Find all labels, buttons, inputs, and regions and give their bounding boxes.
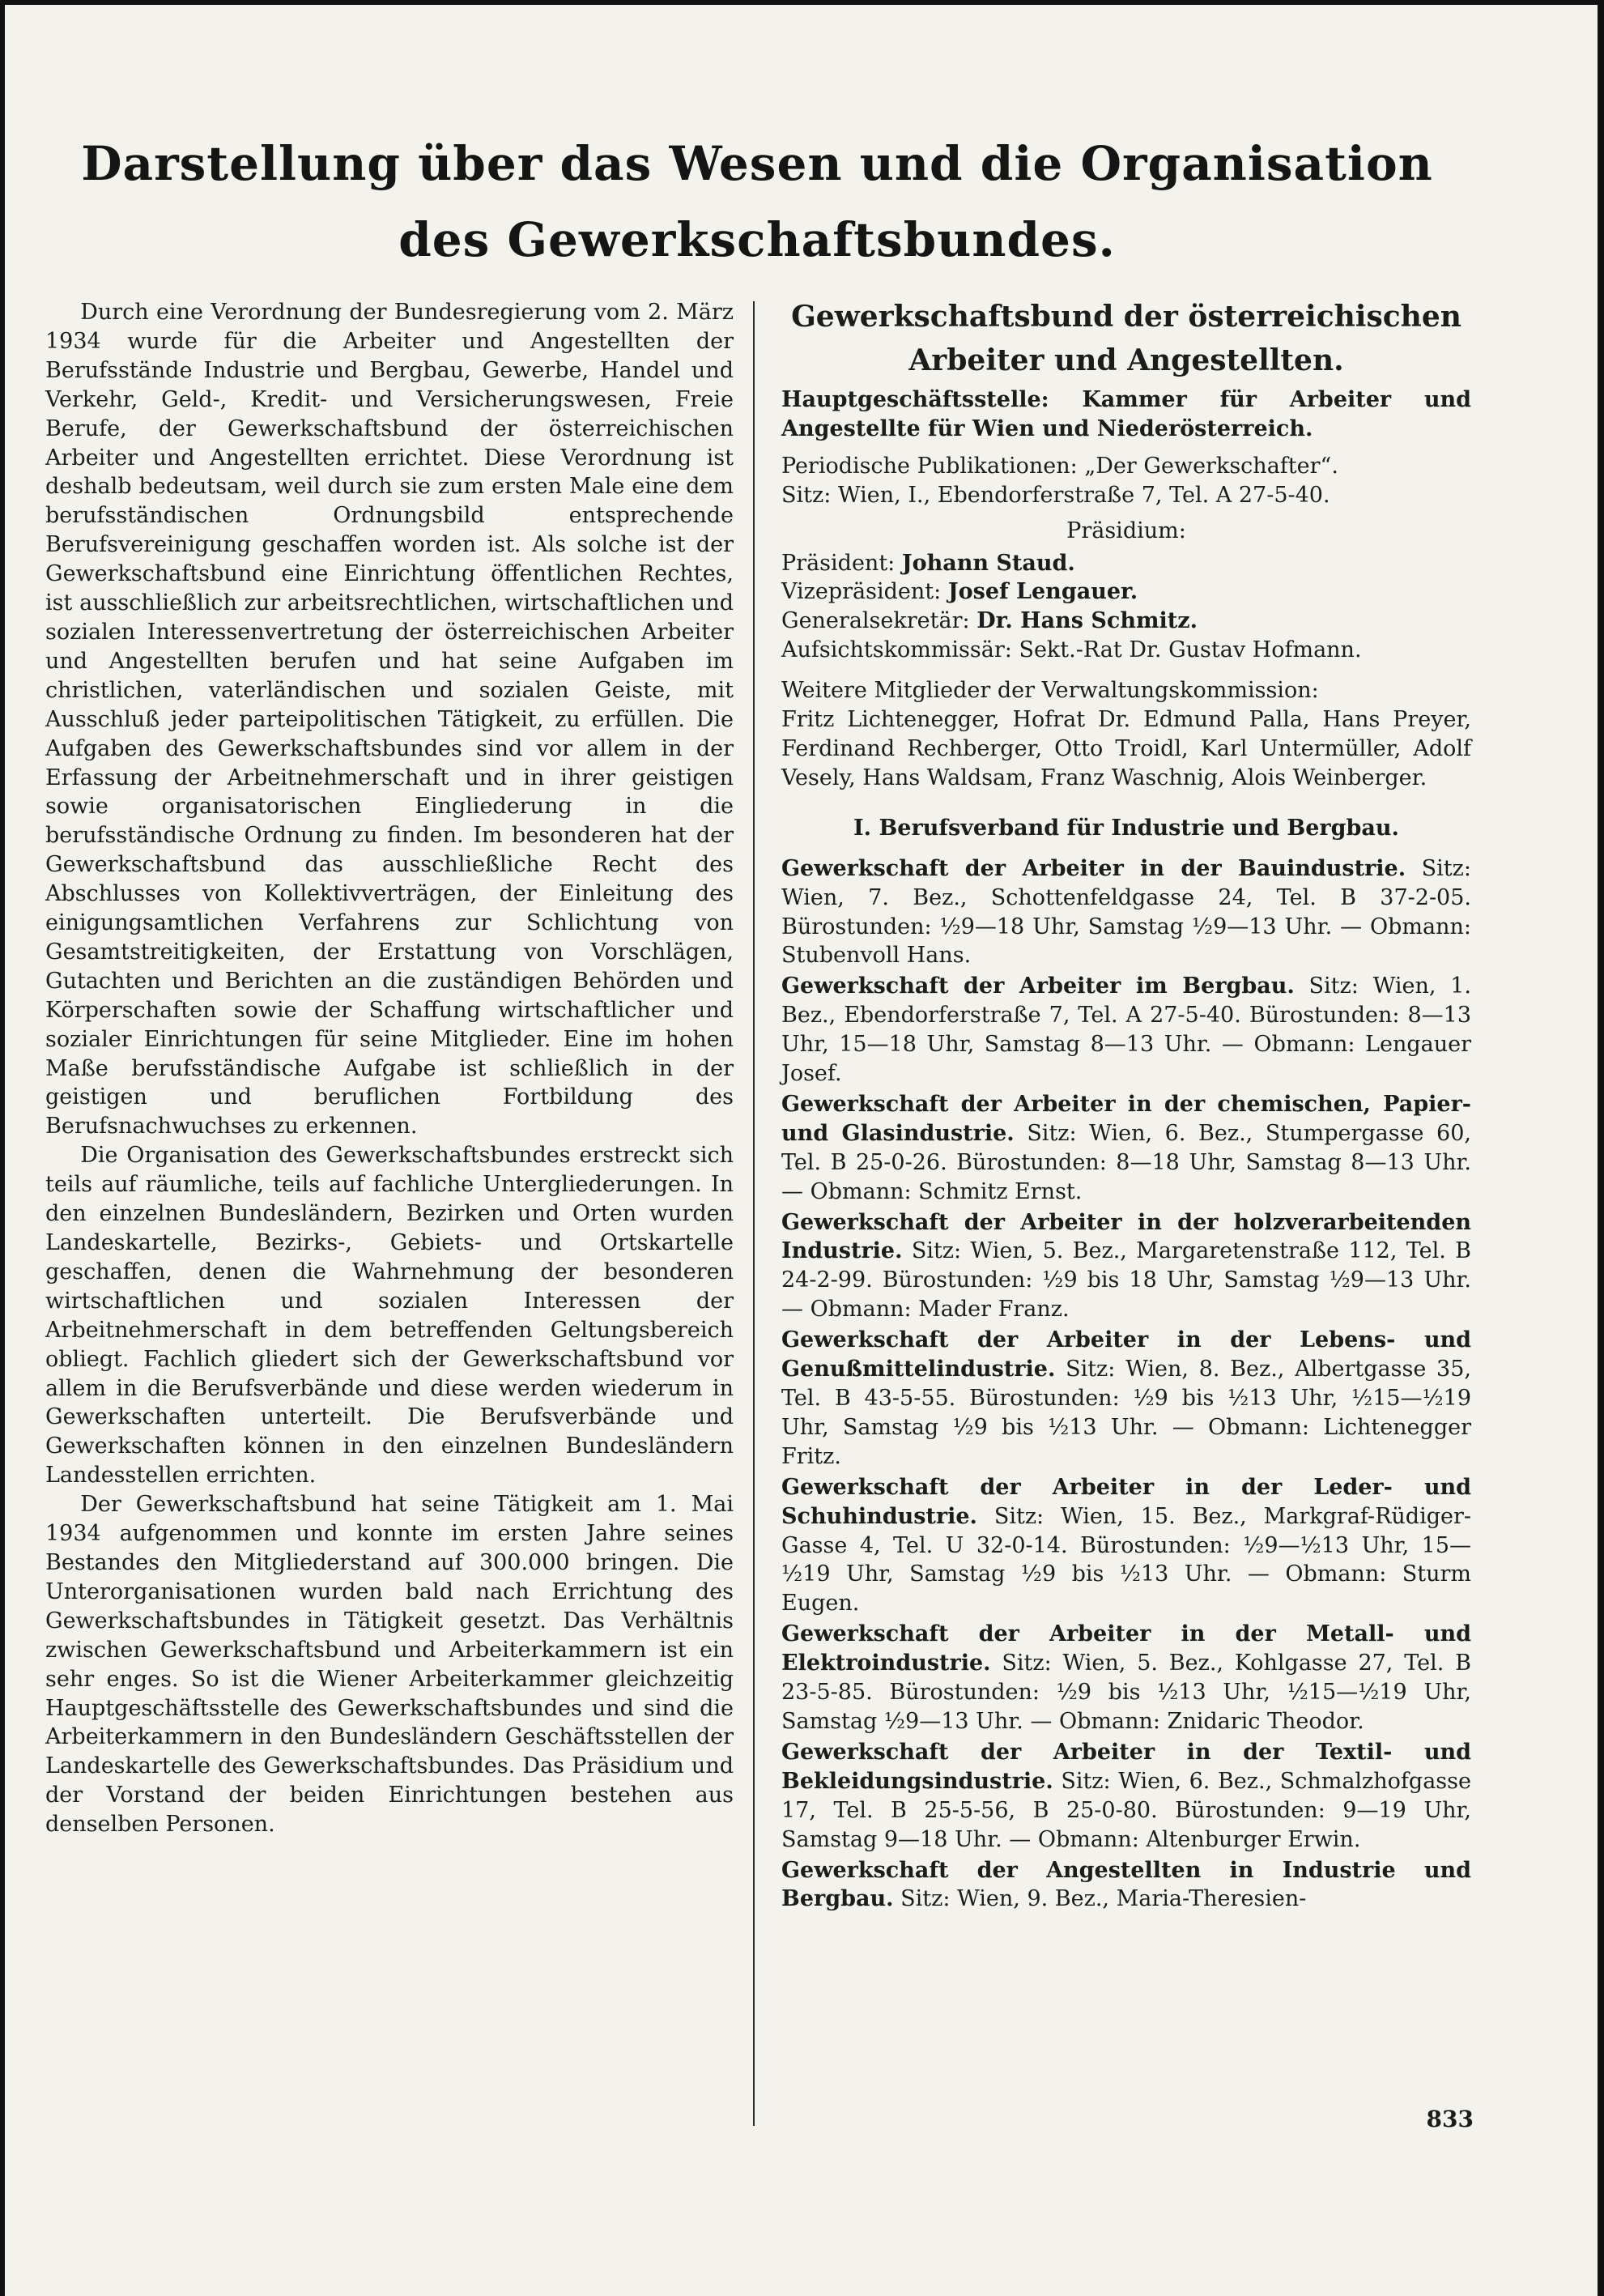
officer-name: Sekt.-Rat Dr. Gustav Hofmann. — [1019, 637, 1362, 663]
officer-secretary-general — [781, 607, 1471, 636]
union-details: Sitz: Wien, 5. Bez., Margaretenstraße 112, Tel. B 24-2-99. Bürostunden: ½9 bis 18 Uhr, Samstag ½9—13 Uhr. — Obmann: Mader Franz. — [781, 1238, 1471, 1323]
union-details: Sitz: Wien, 7. Bez., Schottenfeldgasse 24, Tel. B 37-2-05. Bürostunden: ½9—18 Uhr, Samstag ½9—13 Uhr. — Obmann: Stubenvoll Hans. — [781, 855, 1471, 969]
union-entry — [781, 972, 1471, 1088]
publications: Periodische Publikationen: „Der Gewerkschafter“. — [781, 453, 1338, 479]
union-details: Sitz: Wien, 5. Bez., Kohlgasse 27, Tel. B 23-5-85. Bürostunden: ½9 bis ½13 Uhr, ½15—½19 Uhr, Samstag ½9—13 Uhr. — Obmann: Znidaric Theodor. — [781, 1651, 1471, 1734]
union-details: Sitz: Wien, 1. Bez., Ebendorferstraße 7, Tel. A 27-5-40. Bürostunden: 8—13 Uhr, 15—18 Uhr, Samstag 8—13 Uhr. — Obmann: Lengauer Josef. — [781, 973, 1471, 1087]
union-name: Gewerkschaft der Arbeiter in der Bauindustrie. — [781, 855, 1406, 881]
paragraph-2: Die Organisation des Gewerkschaftsbundes erstreckt sich teils auf räumliche, teils auf fachliche Untergliederungen. In den einzelnen Bundesländern, Bezirken und Orten wurden Landeskartelle, Bezirks-, Gebiets- und Ortskartelle geschaffen, denen die Wahrnehmung der besonderen wirtschaftlichen und sozialen Interessen der Arbeitnehmerschaft in dem betreffenden Geltungsbereich obliegt. Fachlich gliedert sich der Gewerkschaftsbund vor allem in die Berufsverbände und diese werden wiederum in Gewerkschaften unterteilt. Die Berufsverbände und Gewerkschaften können in den einzelnen Bundesländern Landesstellen errichten. — [45, 1143, 734, 1489]
officer-name: Josef Lengauer. — [947, 579, 1138, 605]
union-details: Sitz: Wien, 8. Bez., Albertgasse 35, Tel. B 43-5-55. Bürostunden: ½9 bis ½13 Uhr, ½15—½19 Uhr, Samstag ½9 bis ½13 Uhr. — Obmann: Lichtenegger Fritz. — [781, 1357, 1471, 1469]
union-name: Gewerkschaft der Arbeiter in der Metall- und Elektroindustrie. — [781, 1621, 1471, 1676]
union-name: Gewerkschaft der Angestellten in Industrie und Bergbau. — [781, 1857, 1471, 1912]
officer-name: Dr. Hans Schmitz. — [976, 608, 1198, 634]
union-entry — [781, 1738, 1471, 1855]
union-details: Sitz: Wien, 15. Bez., Markgraf-Rüdiger-Gasse 4, Tel. U 32-0-14. Bürostunden: ½9—½13 Uhr, 15—½19 Uhr, Samstag ½9 bis ½13 Uhr. — Obmann: Sturm Eugen. — [781, 1503, 1471, 1617]
page-title: Darstellung über das Wesen und die Organisation des Gewerkschaftsbundes. — [81, 136, 1433, 267]
members-list: Fritz Lichtenegger, Hofrat Dr. Edmund Palla, Hans Preyer, Ferdinand Rechberger, Otto Troidl, Karl Untermüller, Adolf Vesely, Hans Waldsam, Franz Waschnig, Alois Weinberger. — [781, 707, 1471, 790]
paragraph-3: Der Gewerkschaftsbund hat seine Tätigkeit am 1. Mai 1934 aufgenommen und konnte im ersten Jahre seines Bestandes den Mitgliederstand auf 300.000 bringen. Die Unterorganisationen wurden bald nach Errichtung des Gewerkschaftsbundes in Tätigkeit gesetzt. Das Verhältnis zwischen Gewerkschaftsbund und Arbeiterkammern ist ein sehr enges. So ist die Wiener Arbeiterkammer gleichzeitig Hauptgeschäftsstelle des Gewerkschaftsbundes und sind die Arbeiterkammern in den Bundesländern Geschäftsstellen der Landeskartelle des Gewerkschaftsbundes. Das Präsidium und der Vorstand der beiden Einrichtungen bestehen aus denselben Personen. — [45, 1492, 734, 1838]
union-entry — [781, 1620, 1471, 1736]
officer-role: Präsident: — [781, 550, 896, 576]
union-name: Gewerkschaft der Arbeiter in der chemischen, Papier- und Glasindustrie. — [781, 1091, 1471, 1146]
seat-address: Sitz: Wien, I., Ebendorferstraße 7, Tel. A 27-5-40. — [781, 482, 1330, 508]
union-name: Gewerkschaft der Arbeiter im Bergbau. — [781, 973, 1295, 999]
union-details: Sitz: Wien, 6. Bez., Schmalzhofgasse 17, Tel. B 25-5-56, B 25-0-80. Bürostunden: 9—19 Uhr, Samstag 9—18 Uhr. — Obmann: Altenburger Erwin. — [781, 1768, 1471, 1852]
union-entry — [781, 1473, 1471, 1619]
union-name: Gewerkschaft der Arbeiter in der Lebens- und Genußmittelindustrie. — [781, 1327, 1471, 1382]
column-divider — [753, 301, 755, 2126]
org-title: Gewerkschaftsbund der österreichischen Arbeiter und Angestellten. — [791, 300, 1461, 377]
section-title: I. Berufsverband für Industrie und Bergbau. — [853, 815, 1399, 841]
presidium-heading: Präsidium: — [1066, 518, 1186, 543]
officer-role: Aufsichtskommissär: — [781, 637, 1012, 663]
officer-name: Johann Staud. — [901, 550, 1075, 576]
union-details: Sitz: Wien, 6. Bez., Stumpergasse 60, Tel. B 25-0-26. Bürostunden: 8—18 Uhr, Samstag 8—13 Uhr. — Obmann: Schmitz Ernst. — [781, 1120, 1471, 1204]
union-name: Gewerkschaft der Arbeiter in der holzverarbeitenden Industrie. — [781, 1209, 1471, 1264]
members-heading: Weitere Mitglieder der Verwaltungskommission: — [781, 678, 1319, 704]
union-name: Gewerkschaft der Arbeiter in der Textil- und Bekleidungsindustrie. — [781, 1739, 1471, 1794]
officer-role: Generalsekretär: — [781, 608, 970, 634]
officer-supervisory-commissioner — [781, 636, 1471, 665]
union-entry — [781, 1208, 1471, 1325]
officer-role: Vizepräsident: — [781, 579, 942, 605]
left-column — [45, 298, 734, 1839]
paragraph-1: Durch eine Verordnung der Bundesregierung vom 2. März 1934 wurde für die Arbeiter und Angestellten der Berufsstände Industrie und Bergbau, Gewerbe, Handel und Verkehr, Geld-, Kredit- und Versicherungswesen, Freie Berufe, der Gewerkschaftsbund der österreichischen Arbeiter und Angestellten errichtet. Diese Verordnung ist deshalb bedeutsam, weil durch sie zum ersten Male eine dem berufsständischen Ordnungsbild entsprechende Berufsvereinigung geschaffen worden ist. Als solche ist der Gewerkschaftsbund eine Einrichtung öffentlichen Rechtes, ist ausschließlich zur arbeitsrechtlichen, wirtschaftlichen und sozialen Interessenvertretung der österreichischen Arbeiter und Angestellten berufen und hat seine Aufgaben im christlichen, vaterländischen und sozialen Geiste, mit Ausschluß jeder parteipolitischen Tätigkeit, zu erfüllen. Die Aufgaben des Gewerkschaftsbundes sind vor allem in der Erfassung der Arbeitnehmerschaft und in ihrer geistigen sowie organisatorischen Eingliederung in die berufsständische Ordnung zu finden. Im besonderen hat der Gewerkschaftsbund das ausschließliche Recht des Abschlusses von Kollektivverträgen, der Einleitung des einigungsamtlichen Verfahrens zur Schlichtung von Gesamtstreitigkeiten, der Erstattung von Vorschlägen, Gutachten und Berichten an die zuständigen Behörden und Körperschaften sowie der Schaffung wirtschaftlicher und sozialer Einrichtungen für seine Mitglieder. Eine im hohen Maße berufsständische Aufgabe ist schließlich in der geistigen und beruflichen Fortbildung des Berufsnachwuchses zu erkennen. — [45, 300, 734, 1139]
officer-president — [781, 549, 1471, 578]
officer-vice-president — [781, 577, 1471, 607]
headquarters: Hauptgeschäftsstelle: Kammer für Arbeiter und Angestellte für Wien und Niederösterreich. — [781, 387, 1471, 441]
page-number: 833 — [1426, 2106, 1474, 2132]
union-name: Gewerkschaft der Arbeiter in der Leder- und Schuhindustrie. — [781, 1474, 1471, 1529]
union-entry — [781, 1326, 1471, 1472]
union-entry — [781, 854, 1471, 971]
union-entry — [781, 1090, 1471, 1207]
union-entry — [781, 1856, 1471, 1915]
union-details: Sitz: Wien, 9. Bez., Maria-Theresien- — [900, 1886, 1307, 1912]
right-column — [781, 295, 1471, 1915]
